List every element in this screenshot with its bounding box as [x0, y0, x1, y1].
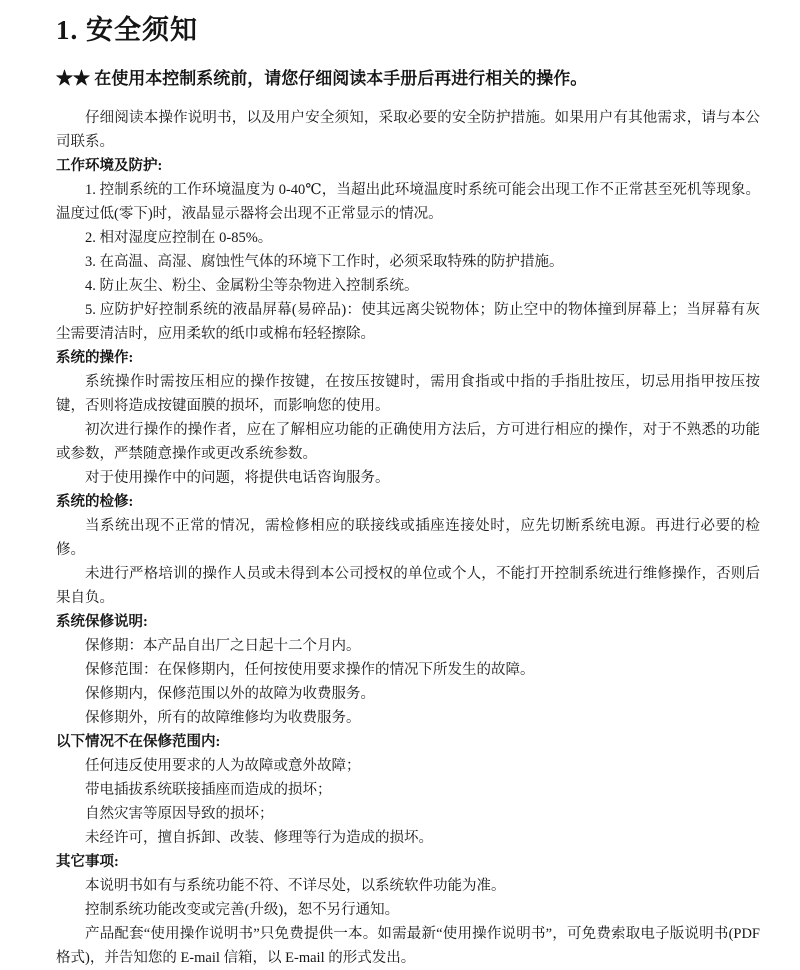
paragraph: 对于使用操作中的问题，将提供电话咨询服务。	[85, 470, 390, 486]
paragraph: 保修期外，所有的故障维修均为收费服务。	[85, 710, 361, 726]
paragraph: 初次进行操作的操作者，应在了解相应功能的正确使用方法后，方可进行相应的操作，对于不熟悉的功能或参数，严禁随意操作或更改系统参数。	[56, 422, 760, 462]
section-heading: 系统的操作:	[56, 350, 134, 366]
page-title: 1. 安全须知	[56, 15, 198, 45]
paragraph: 4. 防止灰尘、粉尘、金属粉尘等杂物进入控制系统。	[85, 278, 419, 294]
section-heading: 其它事项:	[56, 854, 119, 870]
paragraph: 仔细阅读本操作说明书，以及用户安全须知，采取必要的安全防护措施。如果用户有其他需求，请与本公司联系。	[56, 110, 760, 150]
paragraph: 保修期：本产品自出厂之日起十二个月内。	[85, 638, 361, 654]
paragraph: 产品配套“使用操作说明书”只免费提供一本。如需最新“使用操作说明书”，可免费索取电子版说明书(PDF格式)，并告知您的 E-mail 信箱，以 E-mail 的形式发出。	[56, 926, 760, 966]
document-body	[56, 106, 760, 970]
section-heading: 系统的检修:	[56, 494, 134, 510]
section-heading: 工作环境及防护:	[56, 158, 163, 174]
paragraph: 5. 应防护好控制系统的液晶屏幕(易碎品)：使其远离尖锐物体；防止空中的物体撞到屏幕上；当屏幕有灰尘需要清洁时，应用柔软的纸巾或棉布轻轻擦除。	[56, 302, 760, 342]
section-heading: 以下情况不在保修范围内:	[56, 734, 221, 750]
paragraph: 系统操作时需按压相应的操作按键，在按压按键时，需用食指或中指的手指肚按压，切忌用指甲按压按键，否则将造成按键面膜的损坏，而影响您的使用。	[56, 374, 760, 414]
paragraph: 保修期内，保修范围以外的故障为收费服务。	[85, 686, 375, 702]
paragraph: 本说明书如有与系统功能不符、不详尽处，以系统软件功能为准。	[85, 878, 506, 894]
paragraph: 未进行严格培训的操作人员或未得到本公司授权的单位或个人，不能打开控制系统进行维修操作，否则后果自负。	[56, 566, 760, 606]
paragraph: 带电插拔系统联接插座而造成的损坏；	[85, 782, 332, 798]
paragraph: 控制系统功能改变或完善(升级)，恕不另行通知。	[85, 902, 400, 918]
paragraph: 任何违反使用要求的人为故障或意外故障；	[85, 758, 361, 774]
paragraph: 保修范围：在保修期内，任何按使用要求操作的情况下所发生的故障。	[85, 662, 535, 678]
paragraph: 当系统出现不正常的情况，需检修相应的联接线或插座连接处时，应先切断系统电源。再进行必要的检修。	[56, 518, 760, 558]
paragraph: 未经许可，擅自拆卸、改装、修理等行为造成的损坏。	[85, 830, 433, 846]
paragraph: 2. 相对湿度应控制在 0-85%。	[85, 230, 273, 246]
paragraph: 自然灾害等原因导致的损坏；	[85, 806, 274, 822]
warning-line: ★★ 在使用本控制系统前，请您仔细阅读本手册后再进行相关的操作。	[56, 69, 588, 88]
section-heading: 系统保修说明:	[56, 614, 148, 630]
paragraph: 1. 控制系统的工作环境温度为 0-40℃，当超出此环境温度时系统可能会出现工作不正常甚至死机等现象。温度过低(零下)时，液晶显示器将会出现不正常显示的情况。	[56, 182, 760, 222]
paragraph: 3. 在高温、高湿、腐蚀性气体的环境下工作时，必须采取特殊的防护措施。	[85, 254, 564, 270]
